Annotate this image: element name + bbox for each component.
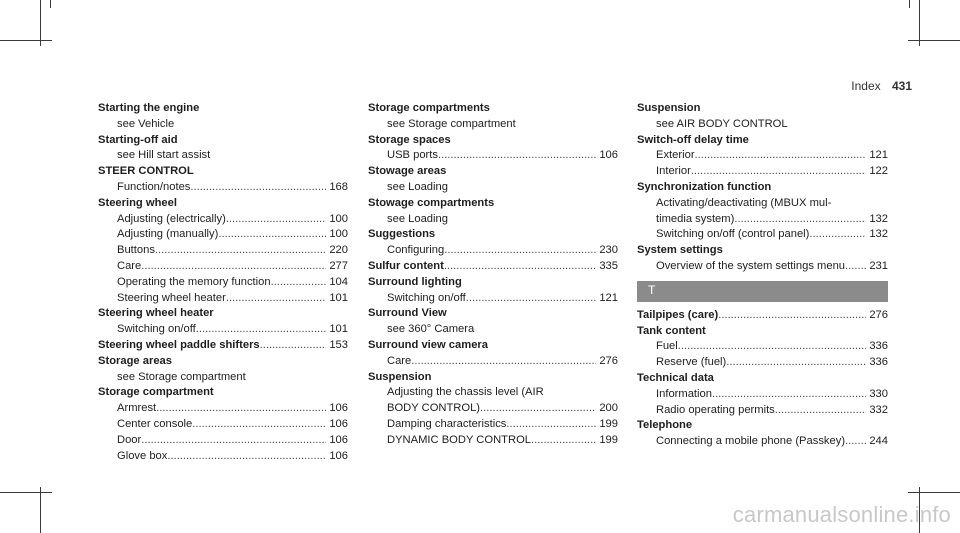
index-subentry[interactable] (637, 434, 888, 450)
page-reference[interactable]: 220 (329, 244, 348, 257)
dot-leader (167, 449, 326, 465)
subentry-term: Armrest (117, 402, 157, 415)
index-subentry[interactable] (637, 259, 888, 275)
page-reference[interactable]: 106 (329, 449, 348, 462)
entry-term: Storage spaces (368, 133, 451, 146)
subentry-term: Adjusting (electrically) (117, 212, 226, 225)
dot-leader (226, 212, 327, 228)
subentry-term: Care (117, 259, 142, 272)
subentry-term: see Vehicle (117, 117, 175, 130)
entry-term: Tailpipes (care) (637, 308, 719, 321)
index-entry[interactable] (637, 308, 888, 324)
index-entry (368, 306, 618, 322)
page-reference[interactable]: 121 (599, 291, 618, 304)
page-reference[interactable]: 132 (869, 212, 888, 225)
subentry-term: timedia system) (656, 212, 735, 225)
entry-term: Storage compartments (368, 102, 490, 114)
index-subentry[interactable] (98, 433, 348, 449)
subentry-term: Door (117, 433, 142, 446)
entry-term: Synchronization function (637, 180, 772, 193)
entry-term: Switch-off delay time (637, 133, 749, 146)
page-reference[interactable]: 336 (869, 356, 888, 369)
page-reference[interactable]: 332 (869, 403, 888, 416)
page-reference[interactable]: 199 (599, 417, 618, 430)
index-column-2 (368, 101, 618, 449)
page-reference[interactable]: 168 (329, 180, 348, 193)
subentry-term: Damping characteristics (387, 417, 507, 430)
dot-leader (226, 291, 326, 307)
subentry-term: Switching on/off (387, 291, 466, 304)
index-entry (98, 101, 348, 117)
entry-term: Storage compartment (98, 386, 214, 399)
crop-mark (0, 40, 52, 41)
index-subentry (368, 212, 618, 228)
page-reference[interactable]: 106 (329, 417, 348, 430)
subentry-term: Configuring (387, 244, 445, 257)
crop-mark (40, 487, 41, 533)
dot-leader (506, 417, 596, 433)
index-subentry[interactable] (368, 291, 618, 307)
subentry-term: Care (387, 354, 412, 367)
page-reference[interactable]: 276 (869, 308, 888, 321)
index-entry (637, 243, 888, 259)
subentry-term: Switching on/off (control panel) (656, 228, 810, 241)
entry-term: Steering wheel (98, 196, 177, 209)
dot-leader (155, 243, 326, 259)
page-reference[interactable]: 106 (599, 149, 618, 162)
page-reference[interactable]: 153 (329, 338, 348, 351)
crop-mark (50, 0, 51, 8)
dot-leader (196, 322, 327, 338)
subentry-term: see AIR BODY CONTROL (656, 117, 788, 130)
subentry-term: USB ports (387, 149, 438, 162)
subentry-term: Glove box (117, 449, 168, 462)
subentry-term: Switching on/off (117, 323, 196, 336)
subentry-term: Adjusting (manually) (117, 228, 219, 241)
index-column-3 (637, 101, 888, 450)
index-entry (637, 371, 888, 387)
index-subentry[interactable] (368, 401, 618, 417)
entry-term: STEER CONTROL (98, 165, 194, 178)
page-reference[interactable]: 100 (329, 212, 348, 225)
page-reference[interactable]: 200 (599, 402, 618, 415)
dot-leader (438, 148, 596, 164)
index-subentry (98, 148, 348, 164)
dot-leader (218, 227, 326, 243)
subentry-term: Radio operating permits (656, 403, 775, 416)
index-entry (368, 196, 618, 212)
index-subentry[interactable] (637, 148, 888, 164)
index-subentry[interactable] (98, 291, 348, 307)
entry-term: Surround view camera (368, 338, 488, 351)
dot-leader (466, 291, 597, 307)
dot-leader (845, 259, 866, 275)
index-entry (368, 227, 618, 243)
dot-leader (156, 401, 326, 417)
entry-term: Surround View (368, 307, 447, 320)
index-subentry[interactable] (637, 387, 888, 403)
entry-term: Surround lighting (368, 275, 462, 288)
index-subentry[interactable] (637, 355, 888, 371)
index-entry (98, 133, 348, 149)
subentry-term: Information (656, 387, 712, 400)
dot-leader (691, 164, 867, 180)
index-entry (98, 196, 348, 212)
dot-leader (726, 355, 866, 371)
subentry-term: Activating/deactivating (MBUX mul- (656, 196, 832, 209)
page-reference[interactable]: 244 (869, 435, 888, 448)
dot-leader (411, 354, 596, 370)
crop-mark (0, 492, 52, 493)
page-reference[interactable]: 101 (329, 291, 348, 304)
index-entry (368, 338, 618, 354)
subentry-term: Fuel (656, 340, 678, 353)
page-reference[interactable]: 231 (869, 259, 888, 272)
page-reference[interactable]: 106 (329, 433, 348, 446)
index-subentry (637, 117, 888, 133)
index-subentry[interactable] (98, 227, 348, 243)
index-entry (98, 164, 348, 180)
page-reference[interactable]: 230 (599, 244, 618, 257)
dot-leader (718, 308, 866, 324)
page-header (851, 79, 912, 93)
subentry-term: Center console (117, 417, 193, 430)
subentry-term: Interior (656, 165, 691, 178)
index-subentry[interactable] (637, 339, 888, 355)
index-subentry[interactable] (98, 180, 348, 196)
index-entry (637, 101, 888, 117)
subentry-term: see Hill start assist (117, 149, 211, 162)
dot-leader (190, 180, 326, 196)
index-entry (98, 354, 348, 370)
crop-mark (908, 492, 960, 493)
subentry-term: Steering wheel heater (117, 291, 226, 304)
page-reference[interactable]: 276 (599, 354, 618, 367)
dot-leader (775, 403, 867, 419)
index-column-1 (98, 101, 348, 464)
dot-leader (809, 227, 866, 243)
subentry-term: Function/notes (117, 180, 191, 193)
subentry-term: Buttons (117, 244, 155, 257)
page-number: 431 (891, 79, 912, 93)
page-reference[interactable]: 100 (329, 228, 348, 241)
subentry-term: see Storage compartment (387, 117, 516, 130)
index-subentry[interactable] (98, 322, 348, 338)
index-subentry[interactable] (368, 354, 618, 370)
page-reference[interactable]: 106 (329, 402, 348, 415)
subentry-term: Connecting a mobile phone (Passkey) (656, 435, 846, 448)
dot-leader (734, 212, 866, 228)
index-entry (368, 370, 618, 386)
subentry-term: DYNAMIC BODY CONTROL (387, 433, 532, 446)
index-subentry (368, 180, 618, 196)
index-subentry[interactable] (98, 401, 348, 417)
page-header-label: Index (851, 79, 881, 93)
index-subentry[interactable] (98, 243, 348, 259)
page-reference[interactable]: 101 (329, 323, 348, 336)
crop-mark (909, 0, 910, 8)
index-entry[interactable] (98, 338, 348, 354)
page-reference[interactable]: 122 (869, 165, 888, 178)
page-reference[interactable]: 121 (869, 149, 888, 162)
index-subentry[interactable] (637, 227, 888, 243)
page-reference[interactable]: 336 (869, 340, 888, 353)
index-entry (368, 275, 618, 291)
page-reference[interactable]: 330 (869, 387, 888, 400)
index-subentry[interactable] (637, 403, 888, 419)
index-subentry[interactable] (98, 259, 348, 275)
subentry-term: see Storage compartment (117, 370, 246, 383)
subentry-term: Overview of the system settings menu (656, 259, 846, 272)
entry-term: System settings (637, 244, 723, 257)
subentry-term: Reserve (fuel) (656, 356, 727, 369)
dot-leader (271, 275, 327, 291)
subentry-term: see Loading (387, 180, 448, 193)
index-subentry[interactable] (368, 243, 618, 259)
index-subentry (98, 370, 348, 386)
index-entry (637, 418, 888, 434)
index-subentry (98, 117, 348, 133)
dot-leader (192, 417, 326, 433)
dot-leader (531, 433, 596, 449)
entry-term: Starting the engine (98, 102, 200, 114)
entry-term: Starting-off aid (98, 133, 178, 146)
index-entry (637, 324, 888, 340)
crop-mark (908, 40, 960, 41)
subentry-term: see 360° Camera (387, 323, 475, 336)
dot-leader (141, 259, 326, 275)
index-subentry[interactable] (637, 164, 888, 180)
index-entry (98, 385, 348, 401)
subentry-term: Exterior (656, 149, 695, 162)
index-subentry (368, 385, 618, 401)
index-entry (368, 164, 618, 180)
index-subentry[interactable] (98, 449, 348, 465)
page-reference[interactable]: 132 (869, 228, 888, 241)
dot-leader (678, 339, 867, 355)
section-letter: T (648, 282, 656, 297)
index-subentry[interactable] (98, 275, 348, 291)
entry-term: Tank content (637, 324, 706, 337)
entry-term: Technical data (637, 371, 714, 384)
entry-term: Steering wheel heater (98, 307, 214, 320)
index-subentry[interactable] (368, 148, 618, 164)
subentry-term: Adjusting the chassis level (AIR (387, 386, 544, 399)
entry-term: Suspension (368, 370, 432, 383)
index-subentry[interactable] (98, 417, 348, 433)
entry-term: Storage areas (98, 354, 173, 367)
index-entry (368, 133, 618, 149)
section-header (637, 281, 888, 302)
index-entry[interactable] (368, 259, 618, 275)
entry-term: Stowage areas (368, 165, 447, 178)
entry-term: Telephone (637, 419, 693, 432)
index-entry (368, 101, 618, 117)
dot-leader (260, 338, 327, 354)
index-entry (637, 133, 888, 149)
watermark: carmanualsonline.info (732, 502, 951, 527)
index-subentry[interactable] (637, 212, 888, 228)
dot-leader (444, 259, 597, 275)
dot-leader (141, 433, 326, 449)
entry-term: Suspension (637, 102, 701, 114)
index-subentry (368, 117, 618, 133)
index-subentry[interactable] (98, 212, 348, 228)
index-entry (637, 180, 888, 196)
dot-leader (444, 243, 596, 259)
subentry-term: Operating the memory function (117, 275, 271, 288)
index-subentry[interactable] (368, 433, 618, 449)
index-subentry[interactable] (368, 417, 618, 433)
dot-leader (695, 148, 867, 164)
page-reference[interactable]: 199 (599, 433, 618, 446)
page-reference[interactable]: 335 (599, 259, 618, 272)
entry-term: Sulfur content (368, 259, 444, 272)
dot-leader (845, 434, 866, 450)
page-reference[interactable]: 277 (329, 259, 348, 272)
entry-term: Suggestions (368, 228, 436, 241)
dot-leader (480, 401, 596, 417)
entry-term: Steering wheel paddle shifters (98, 338, 260, 351)
index-subentry (637, 196, 888, 212)
index-subentry (368, 322, 618, 338)
entry-term: Stowage compartments (368, 196, 495, 209)
subentry-term: see Loading (387, 212, 448, 225)
subentry-term: BODY CONTROL) (387, 402, 481, 415)
dot-leader (712, 387, 866, 403)
index-entry (98, 306, 348, 322)
page-reference[interactable]: 104 (329, 275, 348, 288)
